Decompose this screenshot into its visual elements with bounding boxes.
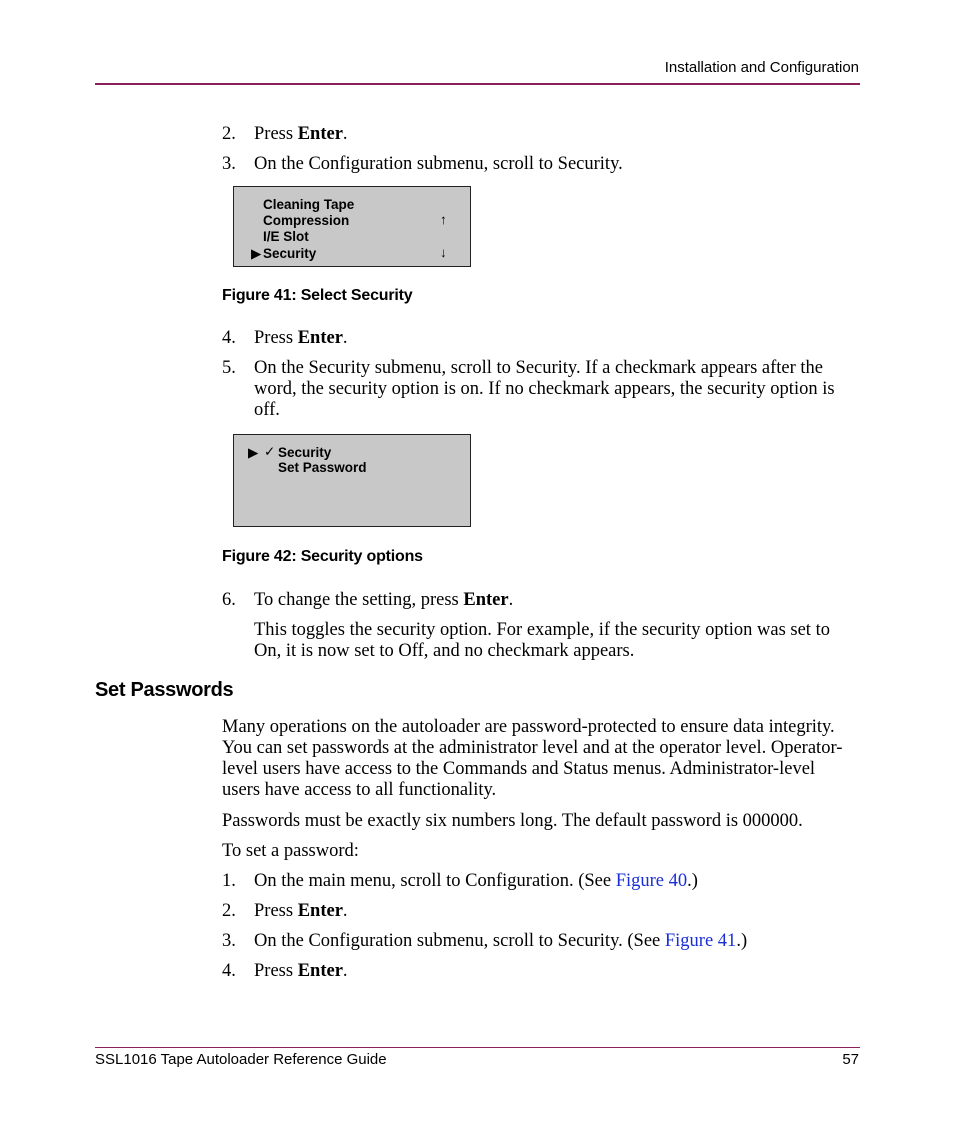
step-number: 3. (222, 931, 236, 951)
running-header: Installation and Configuration (664, 59, 859, 76)
step-text: Press (254, 961, 298, 981)
pointer-icon: ▶ (251, 246, 262, 261)
step-bold: Enter (297, 124, 343, 144)
step-bold: Enter (463, 590, 509, 610)
up-arrow-icon: ↑ (440, 212, 447, 227)
step-text: On the Configuration submenu, scroll to Security. (254, 154, 623, 174)
step-text: On the main menu, scroll to Configuration. (See (254, 871, 616, 891)
step-number: 4. (222, 328, 236, 348)
step-number: 4. (222, 961, 236, 981)
step-bold: Enter (297, 901, 343, 921)
step-bold: Enter (297, 328, 343, 348)
body-paragraph: To set a password: (222, 841, 359, 861)
down-arrow-icon: ↓ (440, 245, 447, 260)
step-number: 1. (222, 871, 236, 891)
page-number: 57 (842, 1051, 859, 1068)
figure-41-link[interactable]: Figure 41 (664, 931, 737, 951)
step-text-end: . (342, 328, 348, 348)
step-text: On the Configuration submenu, scroll to Security. (See (254, 931, 665, 951)
lcd-line: Set Password (278, 460, 367, 475)
footer-title: SSL1016 Tape Autoloader Reference Guide (95, 1051, 387, 1068)
step-number: 2. (222, 901, 236, 921)
step-text: On the Security submenu, scroll to Security. If a checkmark appears after the word, the security option is on. If no checkmark appears, the security option is off. (254, 358, 835, 420)
step-text-end: .) (687, 871, 698, 891)
step-text: Press (254, 901, 298, 921)
lcd-display-figure-42 (233, 434, 471, 527)
step-text-end: . (342, 124, 348, 144)
body-paragraph: Many operations on the autoloader are password-protected to ensure data integrity. You can set passwords at the administrator level and at the operator level. Operator-level users have access to the Commands and Status menus. Administrator-level users have access to all functionality. (222, 717, 843, 800)
step-note: This toggles the security option. For example, if the security option was set to On, it is now set to Off, and no checkmark appears. (254, 620, 830, 661)
lcd-line: Cleaning Tape (263, 197, 355, 212)
step-number: 5. (222, 358, 236, 378)
step-text: Press (254, 328, 298, 348)
figure-40-link[interactable]: Figure 40 (615, 871, 688, 891)
body-paragraph: Passwords must be exactly six numbers long. The default password is 000000. (222, 811, 803, 831)
pointer-icon: ▶ (248, 445, 259, 460)
step-number: 3. (222, 154, 236, 174)
step-bold: Enter (297, 961, 343, 981)
checkmark-icon: ✓ (264, 444, 276, 459)
section-heading: Set Passwords (95, 679, 234, 701)
step-text: Press (254, 124, 298, 144)
lcd-display-figure-41 (233, 186, 471, 267)
step-text-end: . (342, 901, 348, 921)
step-text-end: . (342, 961, 348, 981)
step-text-end: .) (736, 931, 748, 951)
lcd-line-selected: Security (278, 445, 332, 460)
lcd-line: I/E Slot (263, 229, 309, 244)
step-number: 6. (222, 590, 236, 610)
lcd-line: Compression (263, 213, 350, 228)
figure-caption: Figure 41: Select Security (222, 287, 413, 304)
step-text-end: . (508, 590, 514, 610)
lcd-line-selected: Security (263, 246, 317, 261)
step-text: To change the setting, press (254, 590, 464, 610)
figure-caption: Figure 42: Security options (222, 548, 423, 565)
header-rule (95, 83, 860, 85)
footer-rule (95, 1047, 860, 1048)
step-number: 2. (222, 124, 236, 144)
